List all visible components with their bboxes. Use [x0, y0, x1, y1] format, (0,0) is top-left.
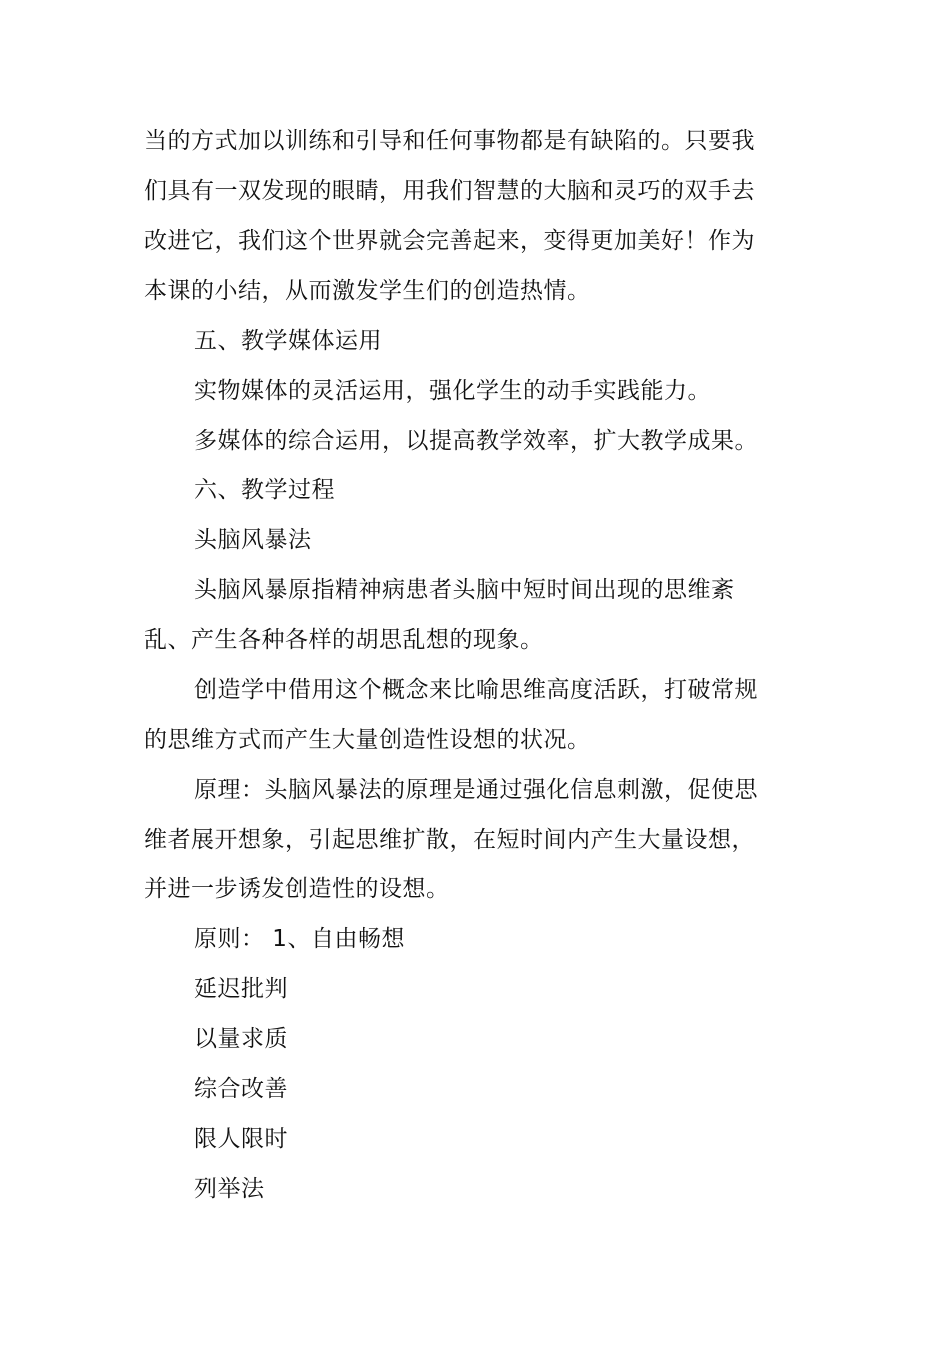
rule-item-delay-judgment: 延迟批判	[194, 976, 288, 1002]
subheading-brainstorming: 头脑风暴法	[194, 527, 312, 553]
brainstorm-definition-line-2: 乱、产生各种各样的胡思乱想的现象。	[144, 627, 544, 653]
rule-item-limits: 限人限时	[194, 1126, 288, 1152]
principle-line-2: 维者展开想象，引起思维扩散，在短时间内产生大量设想，	[144, 827, 755, 853]
subheading-listing-method: 列举法	[194, 1176, 265, 1202]
paragraph-continuation-line-1: 当的方式加以训练和引导和任何事物都是有缺陷的。只要我	[144, 128, 755, 154]
brainstorm-usage-line-1: 创造学中借用这个概念来比喻思维高度活跃，打破常规	[194, 677, 758, 703]
rule-item-quantity: 以量求质	[194, 1026, 288, 1052]
paragraph-continuation-line-3: 改进它，我们这个世界就会完善起来，变得更加美好！作为	[144, 228, 755, 254]
brainstorm-definition-line-1: 头脑风暴原指精神病患者头脑中短时间出现的思维紊	[194, 577, 735, 603]
section-heading-teaching-media: 五、教学媒体运用	[194, 328, 382, 354]
principle-line-3: 并进一步诱发创造性的设想。	[144, 876, 450, 902]
media-item-multimedia: 多媒体的综合运用，以提高教学效率，扩大教学成果。	[194, 428, 758, 454]
rule-item-improvement: 综合改善	[194, 1076, 288, 1102]
paragraph-continuation-line-4: 本课的小结，从而激发学生们的创造热情。	[144, 278, 591, 304]
media-item-physical: 实物媒体的灵活运用，强化学生的动手实践能力。	[194, 378, 711, 404]
section-heading-teaching-process: 六、教学过程	[194, 477, 335, 503]
paragraph-continuation-line-2: 们具有一双发现的眼睛，用我们智慧的大脑和灵巧的双手去	[144, 178, 755, 204]
brainstorm-usage-line-2: 的思维方式而产生大量创造性设想的状况。	[144, 727, 591, 753]
rules-heading: 原则： 1、自由畅想	[194, 926, 405, 952]
principle-line-1: 原理：头脑风暴法的原理是通过强化信息刺激，促使思	[194, 777, 758, 803]
